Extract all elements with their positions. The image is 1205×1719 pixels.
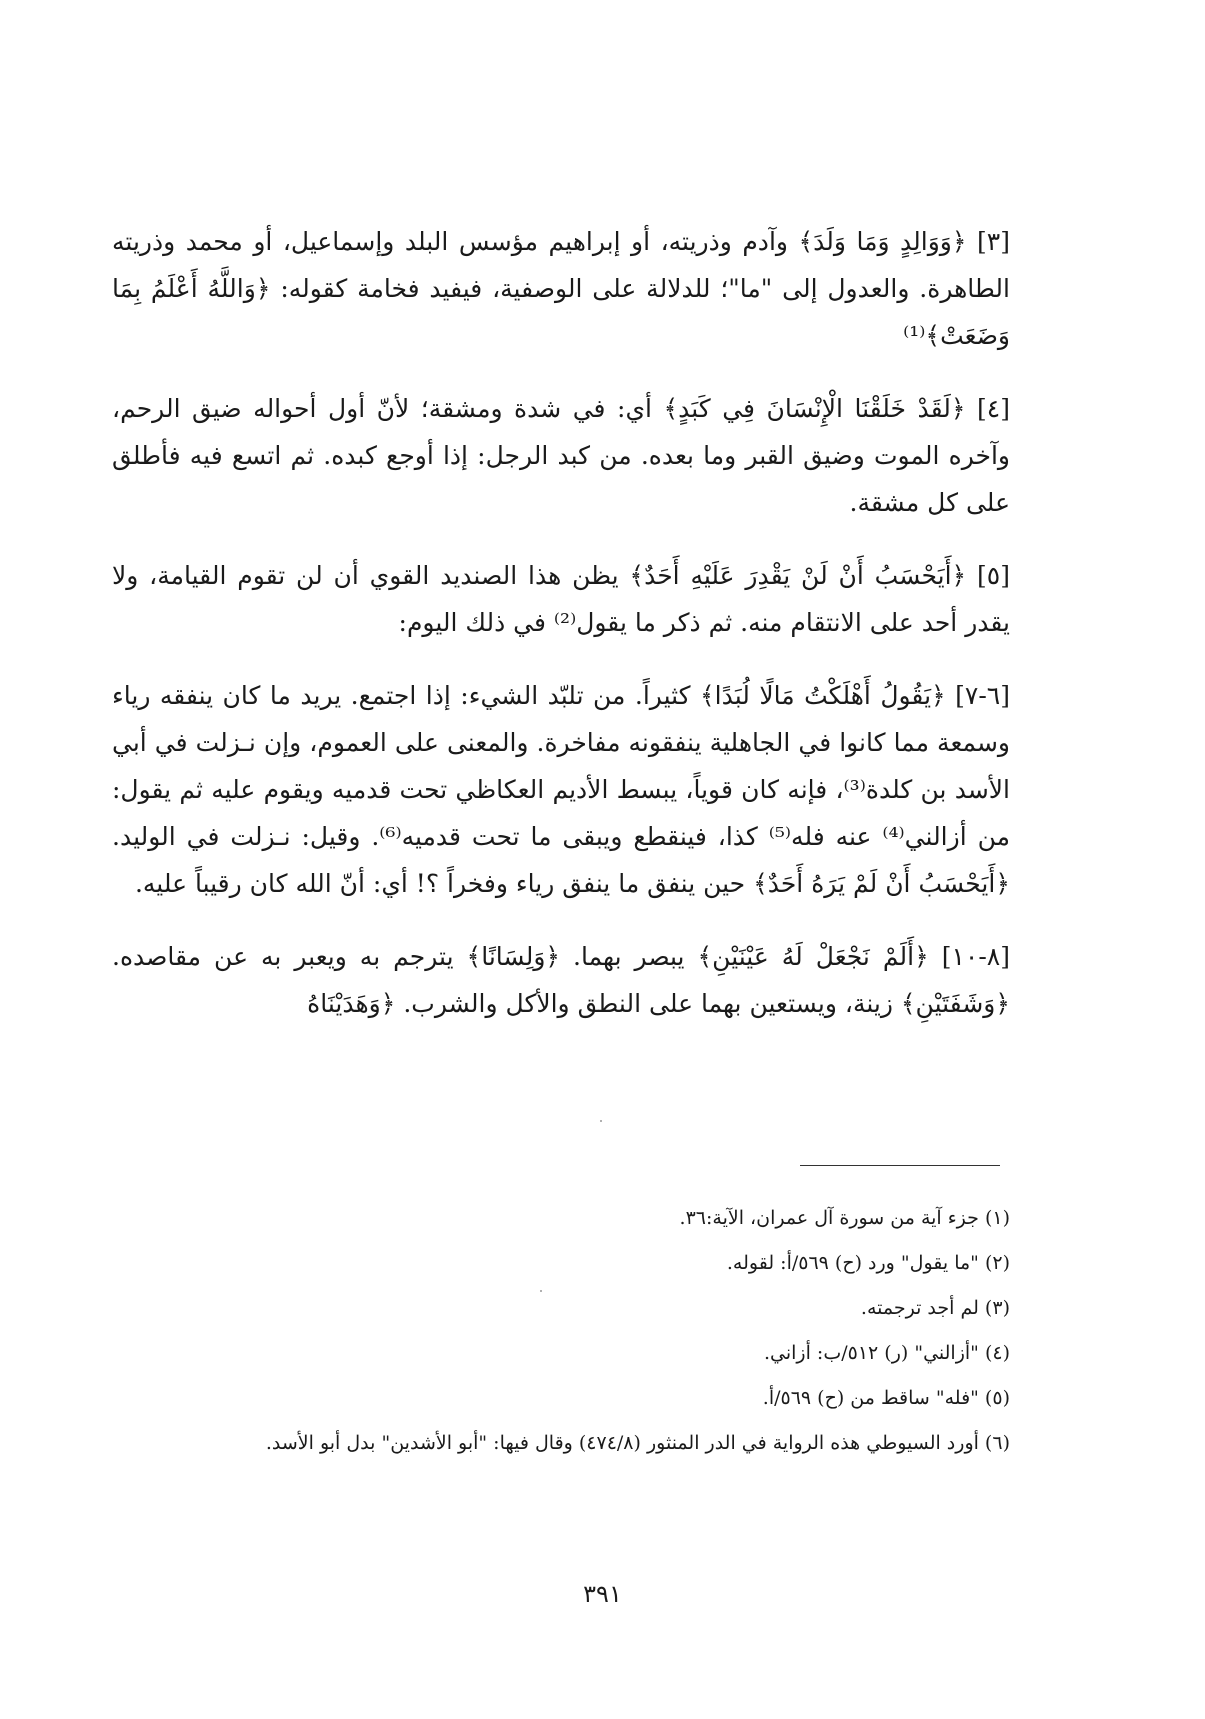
footnote-5: (٥) "فله" ساقط من (ح) ٥٦٩/أ. [762,1387,1010,1409]
footnote-6: (٦) أورد السيوطي هذه الرواية في الدر المنثور (٤٧٤/٨) وقال فيها: "أبو الأشدين" بدل أبو الأسد. [265,1432,1010,1454]
scan-speck [540,1290,542,1292]
scan-speck [600,1120,602,1122]
footnote-4: (٤) "أزالني" (ر) ٥١٢/ب: أزاني. [763,1342,1010,1364]
paragraph-verses-6-7: [٦-٧] ﴿يَقُولُ أَهْلَكْتُ مَالًا لُبَدًا﴾ كثيراً. من تلبّد الشيء: إذا اجتمع. يريد ما كان ينفقه رياء وسمعة مما كانوا في الجاهلية ينفقونه مفاخرة. والمعنى على العموم، وإن نـزلت في أبي الأسد بن كلدة⁽³⁾، فإنه كان قوياً، يبسط الأديم العكاظي تحت قدميه ويقوم عليه ثم يقول: من أزالني⁽⁴⁾ عنه فله⁽⁵⁾ كذا، فينقطع ويبقى ما تحت قدميه⁽⁶⁾. وقيل: نـزلت في الوليد. ﴿أَيَحْسَبُ أَنْ لَمْ يَرَهُ أَحَدٌ﴾ حين ينفق ما ينفق رياء وفخراً ؟! أي: أنّ الله كان رقيباً عليه. [112,681,1010,898]
footnote-divider [800,1165,1000,1166]
paragraph-verse-5: [٥] ﴿أَيَحْسَبُ أَنْ لَنْ يَقْدِرَ عَلَيْهِ أَحَدٌ﴾ يظن هذا الصنديد القوي أن لن تقوم القيامة، ولا يقدر أحد على الانتقام منه. ثم ذكر ما يقول⁽²⁾ في ذلك اليوم: [112,561,1010,637]
footnotes [112,1196,1010,1466]
footnote-1: (١) جزء آية من سورة آل عمران، الآية:٣٦. [679,1207,1010,1229]
page-number: ٣٩١ [583,1580,622,1608]
paragraph-verse-4: [٤] ﴿لَقَدْ خَلَقْنَا الْإِنْسَانَ فِي كَبَدٍ﴾ أي: في شدة ومشقة؛ لأنّ أول أحواله ضيق الرحم، وآخره الموت وضيق القبر وما بعده. من كبد الرجل: إذا أوجع كبده. ثم اتسع فيه فأطلق على كل مشقة. [112,394,1010,517]
paragraph-verse-3: [٣] ﴿وَوَالِدٍ وَمَا وَلَدَ﴾ وآدم وذريته، أو إبراهيم مؤسس البلد وإسماعيل، أو محمد وذريته الطاهرة. والعدول إلى "ما"؛ للدلالة على الوصفية، فيفيد فخامة كقوله: ﴿وَاللَّهُ أَعْلَمُ بِمَا وَضَعَتْ﴾⁽¹⁾ [112,227,1010,350]
paragraph-verses-8-10: [٨-١٠] ﴿أَلَمْ نَجْعَلْ لَهُ عَيْنَيْنِ﴾ يبصر بهما. ﴿وَلِسَانًا﴾ يترجم به ويعبر به عن مقاصده. ﴿وَشَفَتَيْنِ﴾ زينة، ويستعين بهما على النطق والأكل والشرب. ﴿وَهَدَيْنَاهُ [112,942,1010,1018]
footnote-3: (٣) لم أجد ترجمته. [860,1297,1010,1319]
main-text [112,218,1010,1053]
footnote-2: (٢) "ما يقول" ورد (ح) ٥٦٩/أ: لقوله. [726,1252,1010,1274]
